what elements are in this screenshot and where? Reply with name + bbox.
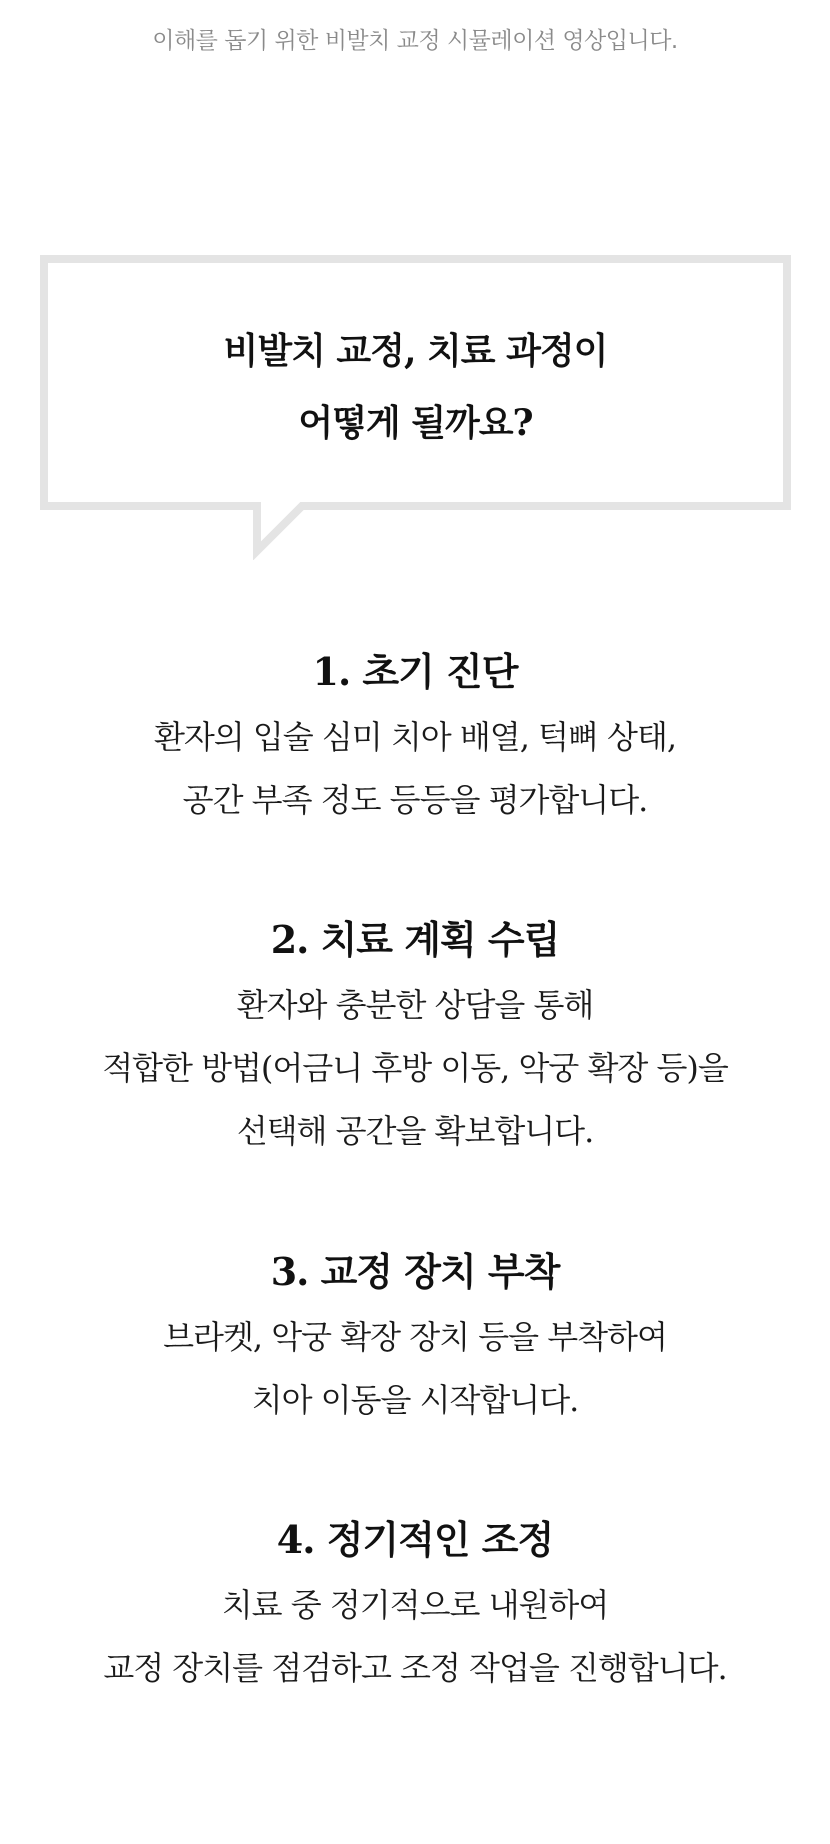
- step-description: [0, 706, 830, 832]
- speech-bubble: [40, 255, 791, 560]
- bubble-heading-line-1: 비발치 교정, 치료 과정이: [223, 330, 608, 372]
- step-description-line: 브라켓, 악궁 확장 장치 등을 부착하여: [163, 1318, 667, 1356]
- step-regular-adjustment: [0, 1516, 830, 1700]
- step-description-line: 적합한 방법(어금니 후방 이동, 악궁 확장 등)을: [102, 1049, 728, 1087]
- step-treatment-plan: [0, 916, 830, 1163]
- step-title: 4. 정기적인 조정: [276, 1517, 554, 1562]
- step-title: 1. 초기 진단: [312, 649, 518, 694]
- step-description: [0, 1306, 830, 1432]
- step-description-line: 치료 중 정기적으로 내원하여: [221, 1586, 609, 1624]
- step-description-line: 치아 이동을 시작합니다.: [251, 1381, 579, 1419]
- video-caption: 이해를 돕기 위한 비발치 교정 시뮬레이션 영상입니다.: [152, 28, 678, 54]
- step-title: 2. 치료 계획 수립: [270, 917, 560, 962]
- step-description: [0, 974, 830, 1163]
- step-description-line: 환자와 충분한 상담을 통해: [236, 986, 594, 1024]
- bubble-heading-line-2: 어떻게 될까요?: [298, 402, 533, 444]
- step-description-line: 교정 장치를 점검하고 조정 작업을 진행합니다.: [103, 1649, 727, 1687]
- bubble-heading: [40, 315, 791, 459]
- step-description-line: 환자의 입술 심미 치아 배열, 턱뼈 상태,: [153, 718, 677, 756]
- step-description-line: 선택해 공간을 확보합니다.: [236, 1112, 594, 1150]
- step-appliance-attachment: [0, 1248, 830, 1432]
- step-description: [0, 1574, 830, 1700]
- step-title: 3. 교정 장치 부착: [270, 1249, 560, 1294]
- step-description-line: 공간 부족 정도 등등을 평가합니다.: [182, 781, 648, 819]
- step-initial-diagnosis: [0, 648, 830, 832]
